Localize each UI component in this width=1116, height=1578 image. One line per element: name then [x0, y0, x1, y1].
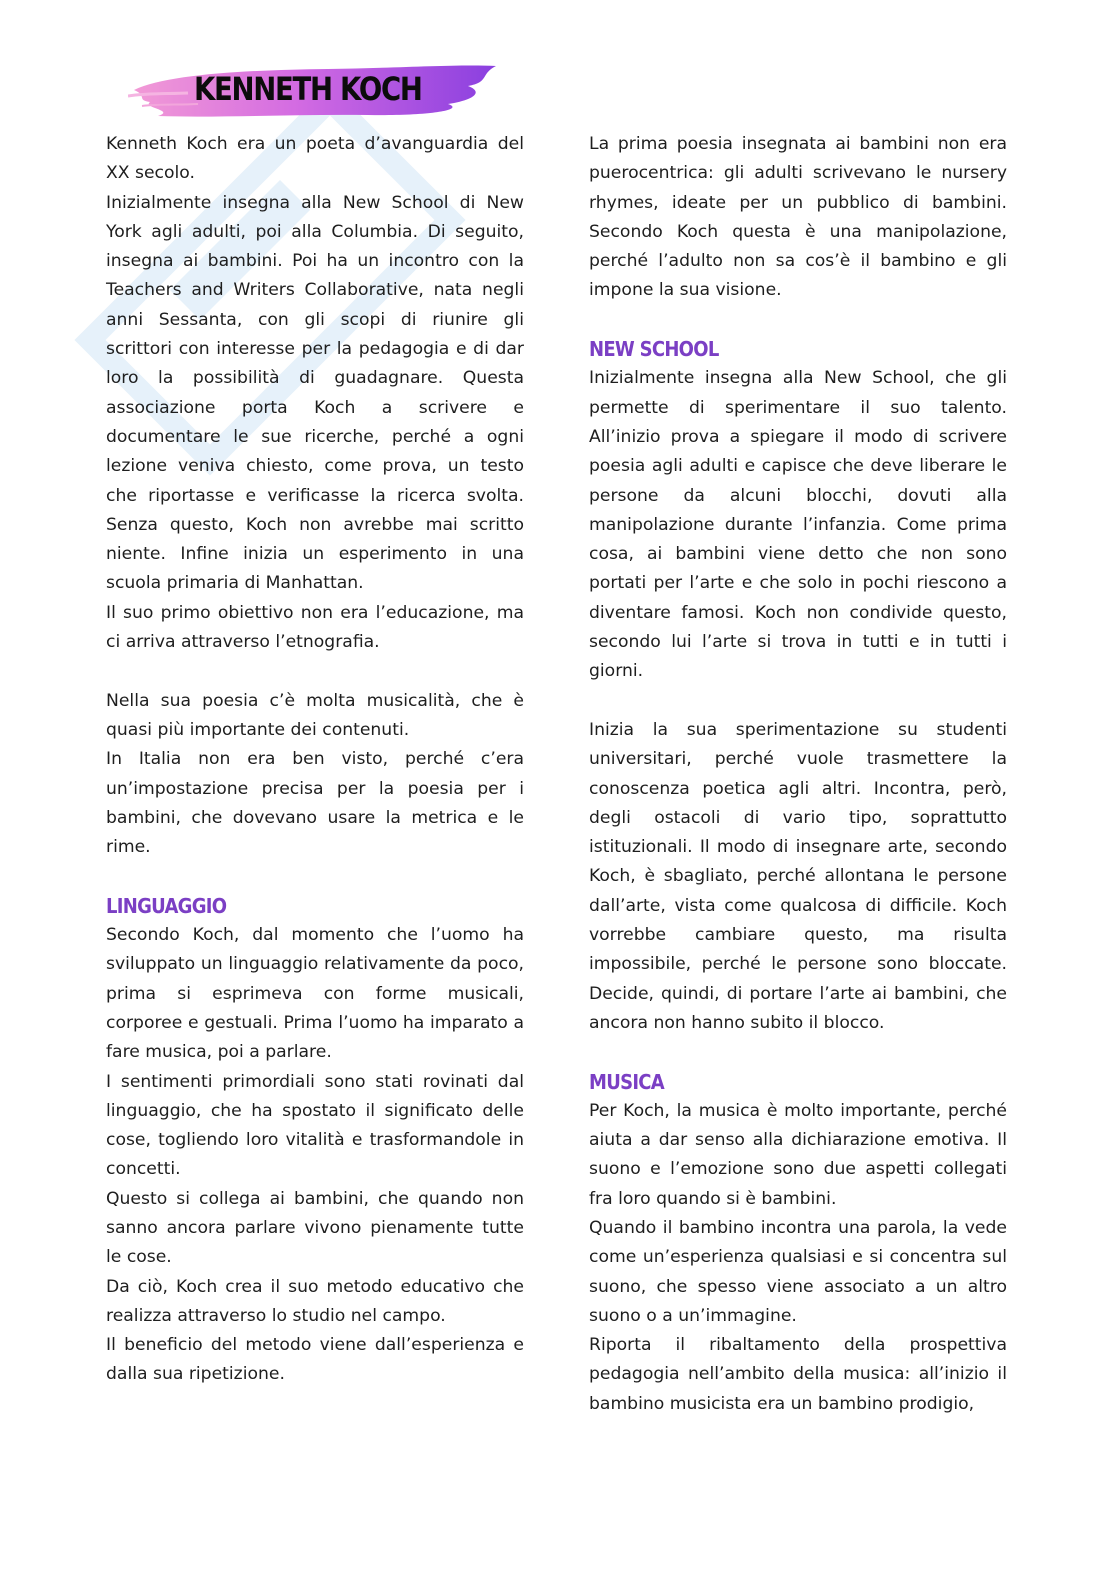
paragraph: Da ciò, Koch crea il suo metodo educativo che realizza attraverso lo studio nel campo.: [106, 1276, 524, 1326]
paragraph: Inizialmente insegna alla New School, che gli permette di sperimentare il suo talento. All’inizio prova a spiegare il modo di scrivere poesia agli adulti e capisce che deve liberare le persone da alcuni blocchi, dovuti alla manipolazione durante l’infanzia. Come prima cosa, ai bambini viene detto che non sono portati per l’arte e che solo in pochi riescono a diventare famosi. Koch non condivide questo, secondo lui l’arte si trova in tutti e in tutti i giorni.: [589, 368, 1007, 682]
paragraph: Nella sua poesia c’è molta musicalità, che è quasi più importante dei contenuti.: [106, 690, 524, 740]
paragraph: La prima poesia insegnata ai bambini non era puerocentrica: gli adulti scrivevano le nursery rhymes, ideate per un pubblico di bambini. Secondo Koch questa è una manipolazione, perché l’adulto non sa cos’è il bambino e gli impone la sua visione.: [589, 134, 1007, 301]
left-column: [106, 130, 524, 1390]
paragraph: I sentimenti primordiali sono stati rovinati dal linguaggio, che ha spostato il significato delle cose, togliendo loro vitalità e trasformandole in concetti.: [106, 1071, 524, 1180]
paragraph: Kenneth Koch era un poeta d’avanguardia del XX secolo.: [106, 134, 524, 184]
title-banner: [128, 60, 500, 122]
page-title: KENNETH KOCH: [194, 70, 422, 108]
paragraph: Quando il bambino incontra una parola, la vede come un’esperienza qualsiasi e si concentra sul suono, che spesso viene associato a un altro suono o a un’immagine.: [589, 1217, 1007, 1326]
paragraph: Questo si collega ai bambini, che quando non sanno ancora parlare vivono pienamente tutte le cose.: [106, 1188, 524, 1268]
paragraph: Per Koch, la musica è molto importante, perché aiuta a dar senso alla dichiarazione emotiva. Il suono e l’emozione sono due aspetti collegati fra loro quando si è bambini.: [589, 1100, 1007, 1209]
section-heading: NEW SCHOOL: [589, 337, 719, 362]
paragraph: Il beneficio del metodo viene dall’esperienza e dalla sua ripetizione.: [106, 1335, 524, 1385]
paragraph: Il suo primo obiettivo non era l’educazione, ma ci arriva attraverso l’etnografia.: [106, 602, 524, 653]
section-heading: MUSICA: [589, 1069, 665, 1094]
right-column: [589, 130, 1007, 1419]
paragraph: In Italia non era ben visto, perché c’era un’impostazione precisa per la poesia per i bambini, che dovevano usare la metrica e le rime.: [106, 749, 524, 858]
paragraph: Inizialmente insegna alla New School di New York agli adulti, poi alla Columbia. Di seguito, insegna ai bambini. Poi ha un incontro con la Teachers and Writers Collaborative, nata negli anni Sessanta, con gli scopi di riunire gli scrittori con interesse per la pedagogia e di dar loro la possibilità di guadagnare. Questa associazione porta Koch a scrivere e documentare le sue ricerche, perché a ogni lezione veniva chiesto, come prova, un testo che riportasse e verificasse la ricerca svolta. Senza questo, Koch non avrebbe mai scritto niente. Infine inizia un esperimento in una scuola primaria di Manhattan.: [106, 192, 524, 594]
paragraph: Inizia la sua sperimentazione su studenti universitari, perché vuole trasmettere la conoscenza poetica agli altri. Incontra, però, degli ostacoli di vario tipo, soprattutto istituzionali. Il modo di insegnare arte, secondo Koch, è sbagliato, perché allontana le persone dall’arte, vista come qualcosa di difficile. Koch vorrebbe cambiare questo, ma risulta impossibile, perché le persone sono bloccate. Decide, quindi, di portare l’arte ai bambini, che ancora non hanno subito il blocco.: [589, 719, 1007, 1033]
section-heading: LINGUAGGIO: [106, 893, 227, 918]
paragraph: Riporta il ribaltamento della prospettiva pedagogia nell’ambito della musica: all’inizio il bambino musicista era un bambino prodigio,: [589, 1335, 1007, 1414]
paragraph: Secondo Koch, dal momento che l’uomo ha sviluppato un linguaggio relativamente da poco, prima si esprimeva con forme musicali, corporee e gestuali. Prima l’uomo ha imparato a fare musica, poi a parlare.: [106, 925, 524, 1063]
